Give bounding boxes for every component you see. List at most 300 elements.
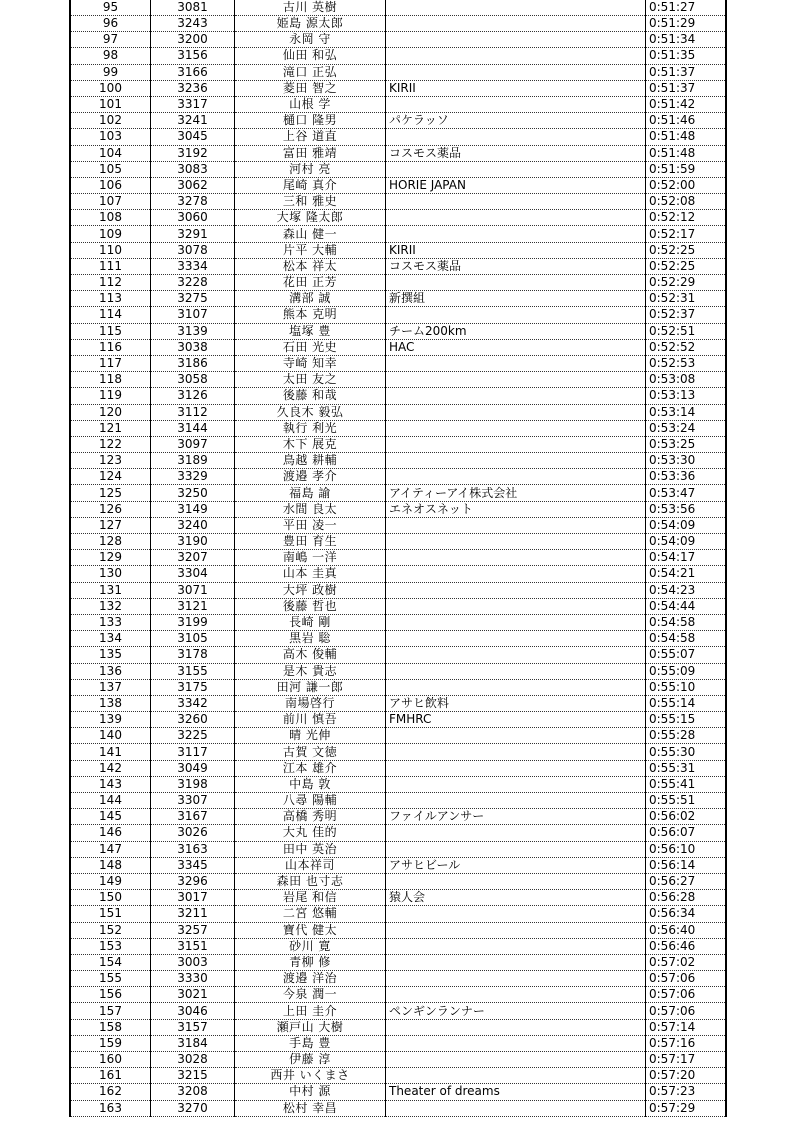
rank-cell: 126 <box>70 501 151 517</box>
table-row <box>70 48 726 64</box>
team-cell: コスモス薬品 <box>386 145 646 161</box>
rank-cell: 154 <box>70 954 151 970</box>
finish-time-cell: 0:51:37 <box>646 64 727 80</box>
finish-time-cell: 0:56:10 <box>646 841 727 857</box>
bib-number-cell: 3192 <box>151 145 235 161</box>
team-cell <box>386 1019 646 1035</box>
finish-time-cell: 0:52:53 <box>646 355 727 371</box>
rank-cell: 140 <box>70 728 151 744</box>
runner-name-cell: 渡邉 孝介 <box>235 469 386 485</box>
table-row <box>70 501 726 517</box>
rank-cell: 109 <box>70 226 151 242</box>
bib-number-cell: 3157 <box>151 1019 235 1035</box>
bib-number-cell: 3017 <box>151 890 235 906</box>
bib-number-cell: 3107 <box>151 307 235 323</box>
finish-time-cell: 0:56:02 <box>646 809 727 825</box>
finish-time-cell: 0:53:56 <box>646 501 727 517</box>
rank-cell: 106 <box>70 177 151 193</box>
table-row <box>70 307 726 323</box>
table-row <box>70 809 726 825</box>
runner-name-cell: 豊田 育生 <box>235 534 386 550</box>
team-cell <box>386 744 646 760</box>
bib-number-cell: 3139 <box>151 323 235 339</box>
finish-time-cell: 0:53:24 <box>646 420 727 436</box>
bib-number-cell: 3163 <box>151 841 235 857</box>
team-cell <box>386 598 646 614</box>
finish-time-cell: 0:56:07 <box>646 825 727 841</box>
bib-number-cell: 3105 <box>151 631 235 647</box>
bib-number-cell: 3345 <box>151 857 235 873</box>
team-cell <box>386 275 646 291</box>
runner-name-cell: 久良木 毅弘 <box>235 404 386 420</box>
table-row <box>70 776 726 792</box>
finish-time-cell: 0:57:17 <box>646 1052 727 1068</box>
bib-number-cell: 3062 <box>151 177 235 193</box>
runner-name-cell: 三和 雅史 <box>235 194 386 210</box>
rank-cell: 123 <box>70 453 151 469</box>
finish-time-cell: 0:52:08 <box>646 194 727 210</box>
runner-name-cell: 鳥越 耕輔 <box>235 453 386 469</box>
team-cell <box>386 971 646 987</box>
team-cell: Theater of dreams <box>386 1084 646 1100</box>
table-row <box>70 987 726 1003</box>
runner-name-cell: 熊本 克明 <box>235 307 386 323</box>
finish-time-cell: 0:53:36 <box>646 469 727 485</box>
bib-number-cell: 3021 <box>151 987 235 1003</box>
finish-time-cell: 0:57:16 <box>646 1035 727 1051</box>
finish-time-cell: 0:55:30 <box>646 744 727 760</box>
runner-name-cell: 後藤 哲也 <box>235 598 386 614</box>
runner-name-cell: 手島 豊 <box>235 1035 386 1051</box>
team-cell: FMHRC <box>386 712 646 728</box>
runner-name-cell: 上谷 道直 <box>235 129 386 145</box>
finish-time-cell: 0:52:25 <box>646 242 727 258</box>
finish-time-cell: 0:53:13 <box>646 388 727 404</box>
finish-time-cell: 0:51:29 <box>646 16 727 32</box>
finish-time-cell: 0:57:20 <box>646 1068 727 1084</box>
rank-cell: 96 <box>70 16 151 32</box>
bib-number-cell: 3304 <box>151 566 235 582</box>
bib-number-cell: 3200 <box>151 32 235 48</box>
rank-cell: 125 <box>70 485 151 501</box>
rank-cell: 130 <box>70 566 151 582</box>
rank-cell: 141 <box>70 744 151 760</box>
rank-cell: 117 <box>70 355 151 371</box>
team-cell <box>386 1068 646 1084</box>
table-row <box>70 275 726 291</box>
runner-name-cell: 太田 友之 <box>235 372 386 388</box>
finish-time-cell: 0:51:35 <box>646 48 727 64</box>
team-cell <box>386 825 646 841</box>
finish-time-cell: 0:53:25 <box>646 436 727 452</box>
table-row <box>70 258 726 274</box>
rank-cell: 153 <box>70 938 151 954</box>
finish-time-cell: 0:51:46 <box>646 113 727 129</box>
bib-number-cell: 3078 <box>151 242 235 258</box>
bib-number-cell: 3241 <box>151 113 235 129</box>
runner-name-cell: 永岡 守 <box>235 32 386 48</box>
table-row <box>70 857 726 873</box>
runner-name-cell: 南場啓行 <box>235 695 386 711</box>
bib-number-cell: 3175 <box>151 679 235 695</box>
rank-cell: 101 <box>70 96 151 112</box>
table-row <box>70 388 726 404</box>
team-cell: 新撰組 <box>386 291 646 307</box>
finish-time-cell: 0:55:15 <box>646 712 727 728</box>
table-row <box>70 906 726 922</box>
rank-cell: 124 <box>70 469 151 485</box>
runner-name-cell: 上田 圭介 <box>235 1003 386 1019</box>
rank-cell: 152 <box>70 922 151 938</box>
runner-name-cell: 大丸 佳的 <box>235 825 386 841</box>
finish-time-cell: 0:53:30 <box>646 453 727 469</box>
runner-name-cell: 石田 光史 <box>235 339 386 355</box>
team-cell <box>386 550 646 566</box>
table-row <box>70 1019 726 1035</box>
team-cell <box>386 16 646 32</box>
team-cell <box>386 776 646 792</box>
bib-number-cell: 3215 <box>151 1068 235 1084</box>
team-cell <box>386 1100 646 1116</box>
table-row <box>70 1084 726 1100</box>
finish-time-cell: 0:52:00 <box>646 177 727 193</box>
bib-number-cell: 3225 <box>151 728 235 744</box>
bib-number-cell: 3243 <box>151 16 235 32</box>
runner-name-cell: 水間 良太 <box>235 501 386 517</box>
runner-name-cell: 高橋 秀明 <box>235 809 386 825</box>
runner-name-cell: 滝口 正弘 <box>235 64 386 80</box>
team-cell <box>386 453 646 469</box>
bib-number-cell: 3144 <box>151 420 235 436</box>
bib-number-cell: 3211 <box>151 906 235 922</box>
bib-number-cell: 3270 <box>151 1100 235 1116</box>
finish-time-cell: 0:52:51 <box>646 323 727 339</box>
table-row <box>70 663 726 679</box>
runner-name-cell: 渡邉 洋治 <box>235 971 386 987</box>
team-cell <box>386 210 646 226</box>
bib-number-cell: 3028 <box>151 1052 235 1068</box>
results-body <box>70 0 726 1116</box>
runner-name-cell: 松本 祥太 <box>235 258 386 274</box>
table-row <box>70 841 726 857</box>
rank-cell: 129 <box>70 550 151 566</box>
runner-name-cell: 後藤 和哉 <box>235 388 386 404</box>
runner-name-cell: 古賀 文徳 <box>235 744 386 760</box>
bib-number-cell: 3081 <box>151 0 235 16</box>
finish-time-cell: 0:54:58 <box>646 631 727 647</box>
team-cell <box>386 0 646 16</box>
rank-cell: 157 <box>70 1003 151 1019</box>
bib-number-cell: 3112 <box>151 404 235 420</box>
finish-time-cell: 0:57:23 <box>646 1084 727 1100</box>
finish-time-cell: 0:54:23 <box>646 582 727 598</box>
finish-time-cell: 0:57:06 <box>646 1003 727 1019</box>
team-cell: コスモス薬品 <box>386 258 646 274</box>
finish-time-cell: 0:52:31 <box>646 291 727 307</box>
table-row <box>70 177 726 193</box>
runner-name-cell: 河村 亮 <box>235 161 386 177</box>
rank-cell: 160 <box>70 1052 151 1068</box>
rank-cell: 95 <box>70 0 151 16</box>
rank-cell: 108 <box>70 210 151 226</box>
table-row <box>70 582 726 598</box>
runner-name-cell: 片平 大輔 <box>235 242 386 258</box>
team-cell <box>386 582 646 598</box>
table-row <box>70 1052 726 1068</box>
runner-name-cell: 溝部 誠 <box>235 291 386 307</box>
bib-number-cell: 3097 <box>151 436 235 452</box>
table-row <box>70 695 726 711</box>
runner-name-cell: 仙田 和弘 <box>235 48 386 64</box>
runner-name-cell: 富田 雅靖 <box>235 145 386 161</box>
table-row <box>70 922 726 938</box>
runner-name-cell: 塩塚 豊 <box>235 323 386 339</box>
bib-number-cell: 3186 <box>151 355 235 371</box>
runner-name-cell: 中島 敦 <box>235 776 386 792</box>
table-row <box>70 113 726 129</box>
table-row <box>70 32 726 48</box>
rank-cell: 151 <box>70 906 151 922</box>
table-row <box>70 873 726 889</box>
runner-name-cell: 伊藤 淳 <box>235 1052 386 1068</box>
table-row <box>70 1068 726 1084</box>
team-cell <box>386 873 646 889</box>
bib-number-cell: 3278 <box>151 194 235 210</box>
bib-number-cell: 3121 <box>151 598 235 614</box>
rank-cell: 143 <box>70 776 151 792</box>
table-row <box>70 971 726 987</box>
table-row <box>70 614 726 630</box>
rank-cell: 137 <box>70 679 151 695</box>
rank-cell: 134 <box>70 631 151 647</box>
table-row <box>70 566 726 582</box>
runner-name-cell: 松村 幸昌 <box>235 1100 386 1116</box>
bib-number-cell: 3307 <box>151 793 235 809</box>
team-cell <box>386 906 646 922</box>
rank-cell: 144 <box>70 793 151 809</box>
runner-name-cell: 寶代 健太 <box>235 922 386 938</box>
finish-time-cell: 0:56:40 <box>646 922 727 938</box>
table-row <box>70 1035 726 1051</box>
team-cell <box>386 663 646 679</box>
rank-cell: 139 <box>70 712 151 728</box>
table-row <box>70 339 726 355</box>
runner-name-cell: 樋口 隆男 <box>235 113 386 129</box>
finish-time-cell: 0:55:09 <box>646 663 727 679</box>
finish-time-cell: 0:56:28 <box>646 890 727 906</box>
bib-number-cell: 3190 <box>151 534 235 550</box>
runner-name-cell: 二宮 悠輔 <box>235 906 386 922</box>
runner-name-cell: 長崎 剛 <box>235 614 386 630</box>
runner-name-cell: 尾崎 真介 <box>235 177 386 193</box>
team-cell <box>386 679 646 695</box>
team-cell <box>386 372 646 388</box>
bib-number-cell: 3198 <box>151 776 235 792</box>
finish-time-cell: 0:52:37 <box>646 307 727 323</box>
finish-time-cell: 0:55:28 <box>646 728 727 744</box>
rank-cell: 110 <box>70 242 151 258</box>
table-row <box>70 760 726 776</box>
table-row <box>70 453 726 469</box>
table-row <box>70 145 726 161</box>
team-cell: KIRII <box>386 242 646 258</box>
table-row <box>70 1003 726 1019</box>
finish-time-cell: 0:51:27 <box>646 0 727 16</box>
table-row <box>70 728 726 744</box>
finish-time-cell: 0:53:08 <box>646 372 727 388</box>
finish-time-cell: 0:54:17 <box>646 550 727 566</box>
team-cell: エネオスネット <box>386 501 646 517</box>
rank-cell: 121 <box>70 420 151 436</box>
runner-name-cell: 森山 健一 <box>235 226 386 242</box>
table-row <box>70 323 726 339</box>
rank-cell: 104 <box>70 145 151 161</box>
team-cell <box>386 954 646 970</box>
team-cell: KIRII <box>386 80 646 96</box>
table-row <box>70 226 726 242</box>
finish-time-cell: 0:55:51 <box>646 793 727 809</box>
table-row <box>70 161 726 177</box>
team-cell <box>386 841 646 857</box>
team-cell <box>386 469 646 485</box>
bib-number-cell: 3046 <box>151 1003 235 1019</box>
table-row <box>70 598 726 614</box>
rank-cell: 145 <box>70 809 151 825</box>
bib-number-cell: 3207 <box>151 550 235 566</box>
finish-time-cell: 0:56:27 <box>646 873 727 889</box>
runner-name-cell: 高木 俊輔 <box>235 647 386 663</box>
table-row <box>70 80 726 96</box>
finish-time-cell: 0:55:07 <box>646 647 727 663</box>
finish-time-cell: 0:52:25 <box>646 258 727 274</box>
finish-time-cell: 0:52:17 <box>646 226 727 242</box>
team-cell <box>386 161 646 177</box>
team-cell <box>386 420 646 436</box>
table-row <box>70 679 726 695</box>
runner-name-cell: 黒岩 聡 <box>235 631 386 647</box>
runner-name-cell: 森田 也寸志 <box>235 873 386 889</box>
rank-cell: 127 <box>70 517 151 533</box>
team-cell <box>386 728 646 744</box>
team-cell <box>386 404 646 420</box>
finish-time-cell: 0:57:06 <box>646 987 727 1003</box>
finish-time-cell: 0:53:14 <box>646 404 727 420</box>
table-row <box>70 938 726 954</box>
runner-name-cell: 中村 源 <box>235 1084 386 1100</box>
table-row <box>70 534 726 550</box>
table-row <box>70 436 726 452</box>
team-cell <box>386 614 646 630</box>
table-row <box>70 355 726 371</box>
rank-cell: 133 <box>70 614 151 630</box>
table-row <box>70 420 726 436</box>
finish-time-cell: 0:53:47 <box>646 485 727 501</box>
team-cell <box>386 1052 646 1068</box>
bib-number-cell: 3208 <box>151 1084 235 1100</box>
rank-cell: 161 <box>70 1068 151 1084</box>
table-row <box>70 550 726 566</box>
bib-number-cell: 3330 <box>151 971 235 987</box>
rank-cell: 150 <box>70 890 151 906</box>
bib-number-cell: 3199 <box>151 614 235 630</box>
team-cell <box>386 226 646 242</box>
rank-cell: 119 <box>70 388 151 404</box>
table-row <box>70 1100 726 1116</box>
rank-cell: 107 <box>70 194 151 210</box>
runner-name-cell: 古川 英樹 <box>235 0 386 16</box>
finish-time-cell: 0:57:29 <box>646 1100 727 1116</box>
finish-time-cell: 0:57:02 <box>646 954 727 970</box>
team-cell <box>386 355 646 371</box>
runner-name-cell: 田河 謙一郎 <box>235 679 386 695</box>
bib-number-cell: 3003 <box>151 954 235 970</box>
team-cell <box>386 938 646 954</box>
bib-number-cell: 3317 <box>151 96 235 112</box>
bib-number-cell: 3228 <box>151 275 235 291</box>
bib-number-cell: 3250 <box>151 485 235 501</box>
finish-time-cell: 0:54:58 <box>646 614 727 630</box>
bib-number-cell: 3329 <box>151 469 235 485</box>
table-row <box>70 64 726 80</box>
team-cell <box>386 534 646 550</box>
finish-time-cell: 0:57:14 <box>646 1019 727 1035</box>
table-row <box>70 0 726 16</box>
finish-time-cell: 0:54:09 <box>646 517 727 533</box>
rank-cell: 136 <box>70 663 151 679</box>
bib-number-cell: 3334 <box>151 258 235 274</box>
rank-cell: 148 <box>70 857 151 873</box>
table-row <box>70 485 726 501</box>
finish-time-cell: 0:54:21 <box>646 566 727 582</box>
table-row <box>70 744 726 760</box>
bib-number-cell: 3071 <box>151 582 235 598</box>
team-cell <box>386 793 646 809</box>
team-cell <box>386 517 646 533</box>
team-cell: ペンギンランナー <box>386 1003 646 1019</box>
bib-number-cell: 3049 <box>151 760 235 776</box>
table-row <box>70 291 726 307</box>
team-cell <box>386 64 646 80</box>
team-cell <box>386 194 646 210</box>
team-cell <box>386 760 646 776</box>
table-row <box>70 647 726 663</box>
bib-number-cell: 3236 <box>151 80 235 96</box>
finish-time-cell: 0:56:34 <box>646 906 727 922</box>
bib-number-cell: 3083 <box>151 161 235 177</box>
bib-number-cell: 3296 <box>151 873 235 889</box>
table-row <box>70 954 726 970</box>
runner-name-cell: 福島 諭 <box>235 485 386 501</box>
runner-name-cell: 今泉 潤一 <box>235 987 386 1003</box>
finish-time-cell: 0:51:42 <box>646 96 727 112</box>
team-cell: チーム200km <box>386 323 646 339</box>
runner-name-cell: 砂川 寛 <box>235 938 386 954</box>
bib-number-cell: 3167 <box>151 809 235 825</box>
rank-cell: 111 <box>70 258 151 274</box>
runner-name-cell: 八尋 陽輔 <box>235 793 386 809</box>
bib-number-cell: 3155 <box>151 663 235 679</box>
rank-cell: 113 <box>70 291 151 307</box>
team-cell: HAC <box>386 339 646 355</box>
runner-name-cell: 姫島 源太郎 <box>235 16 386 32</box>
runner-name-cell: 晴 光伸 <box>235 728 386 744</box>
bib-number-cell: 3166 <box>151 64 235 80</box>
table-row <box>70 129 726 145</box>
runner-name-cell: 青柳 修 <box>235 954 386 970</box>
bib-number-cell: 3275 <box>151 291 235 307</box>
bib-number-cell: 3126 <box>151 388 235 404</box>
table-row <box>70 210 726 226</box>
